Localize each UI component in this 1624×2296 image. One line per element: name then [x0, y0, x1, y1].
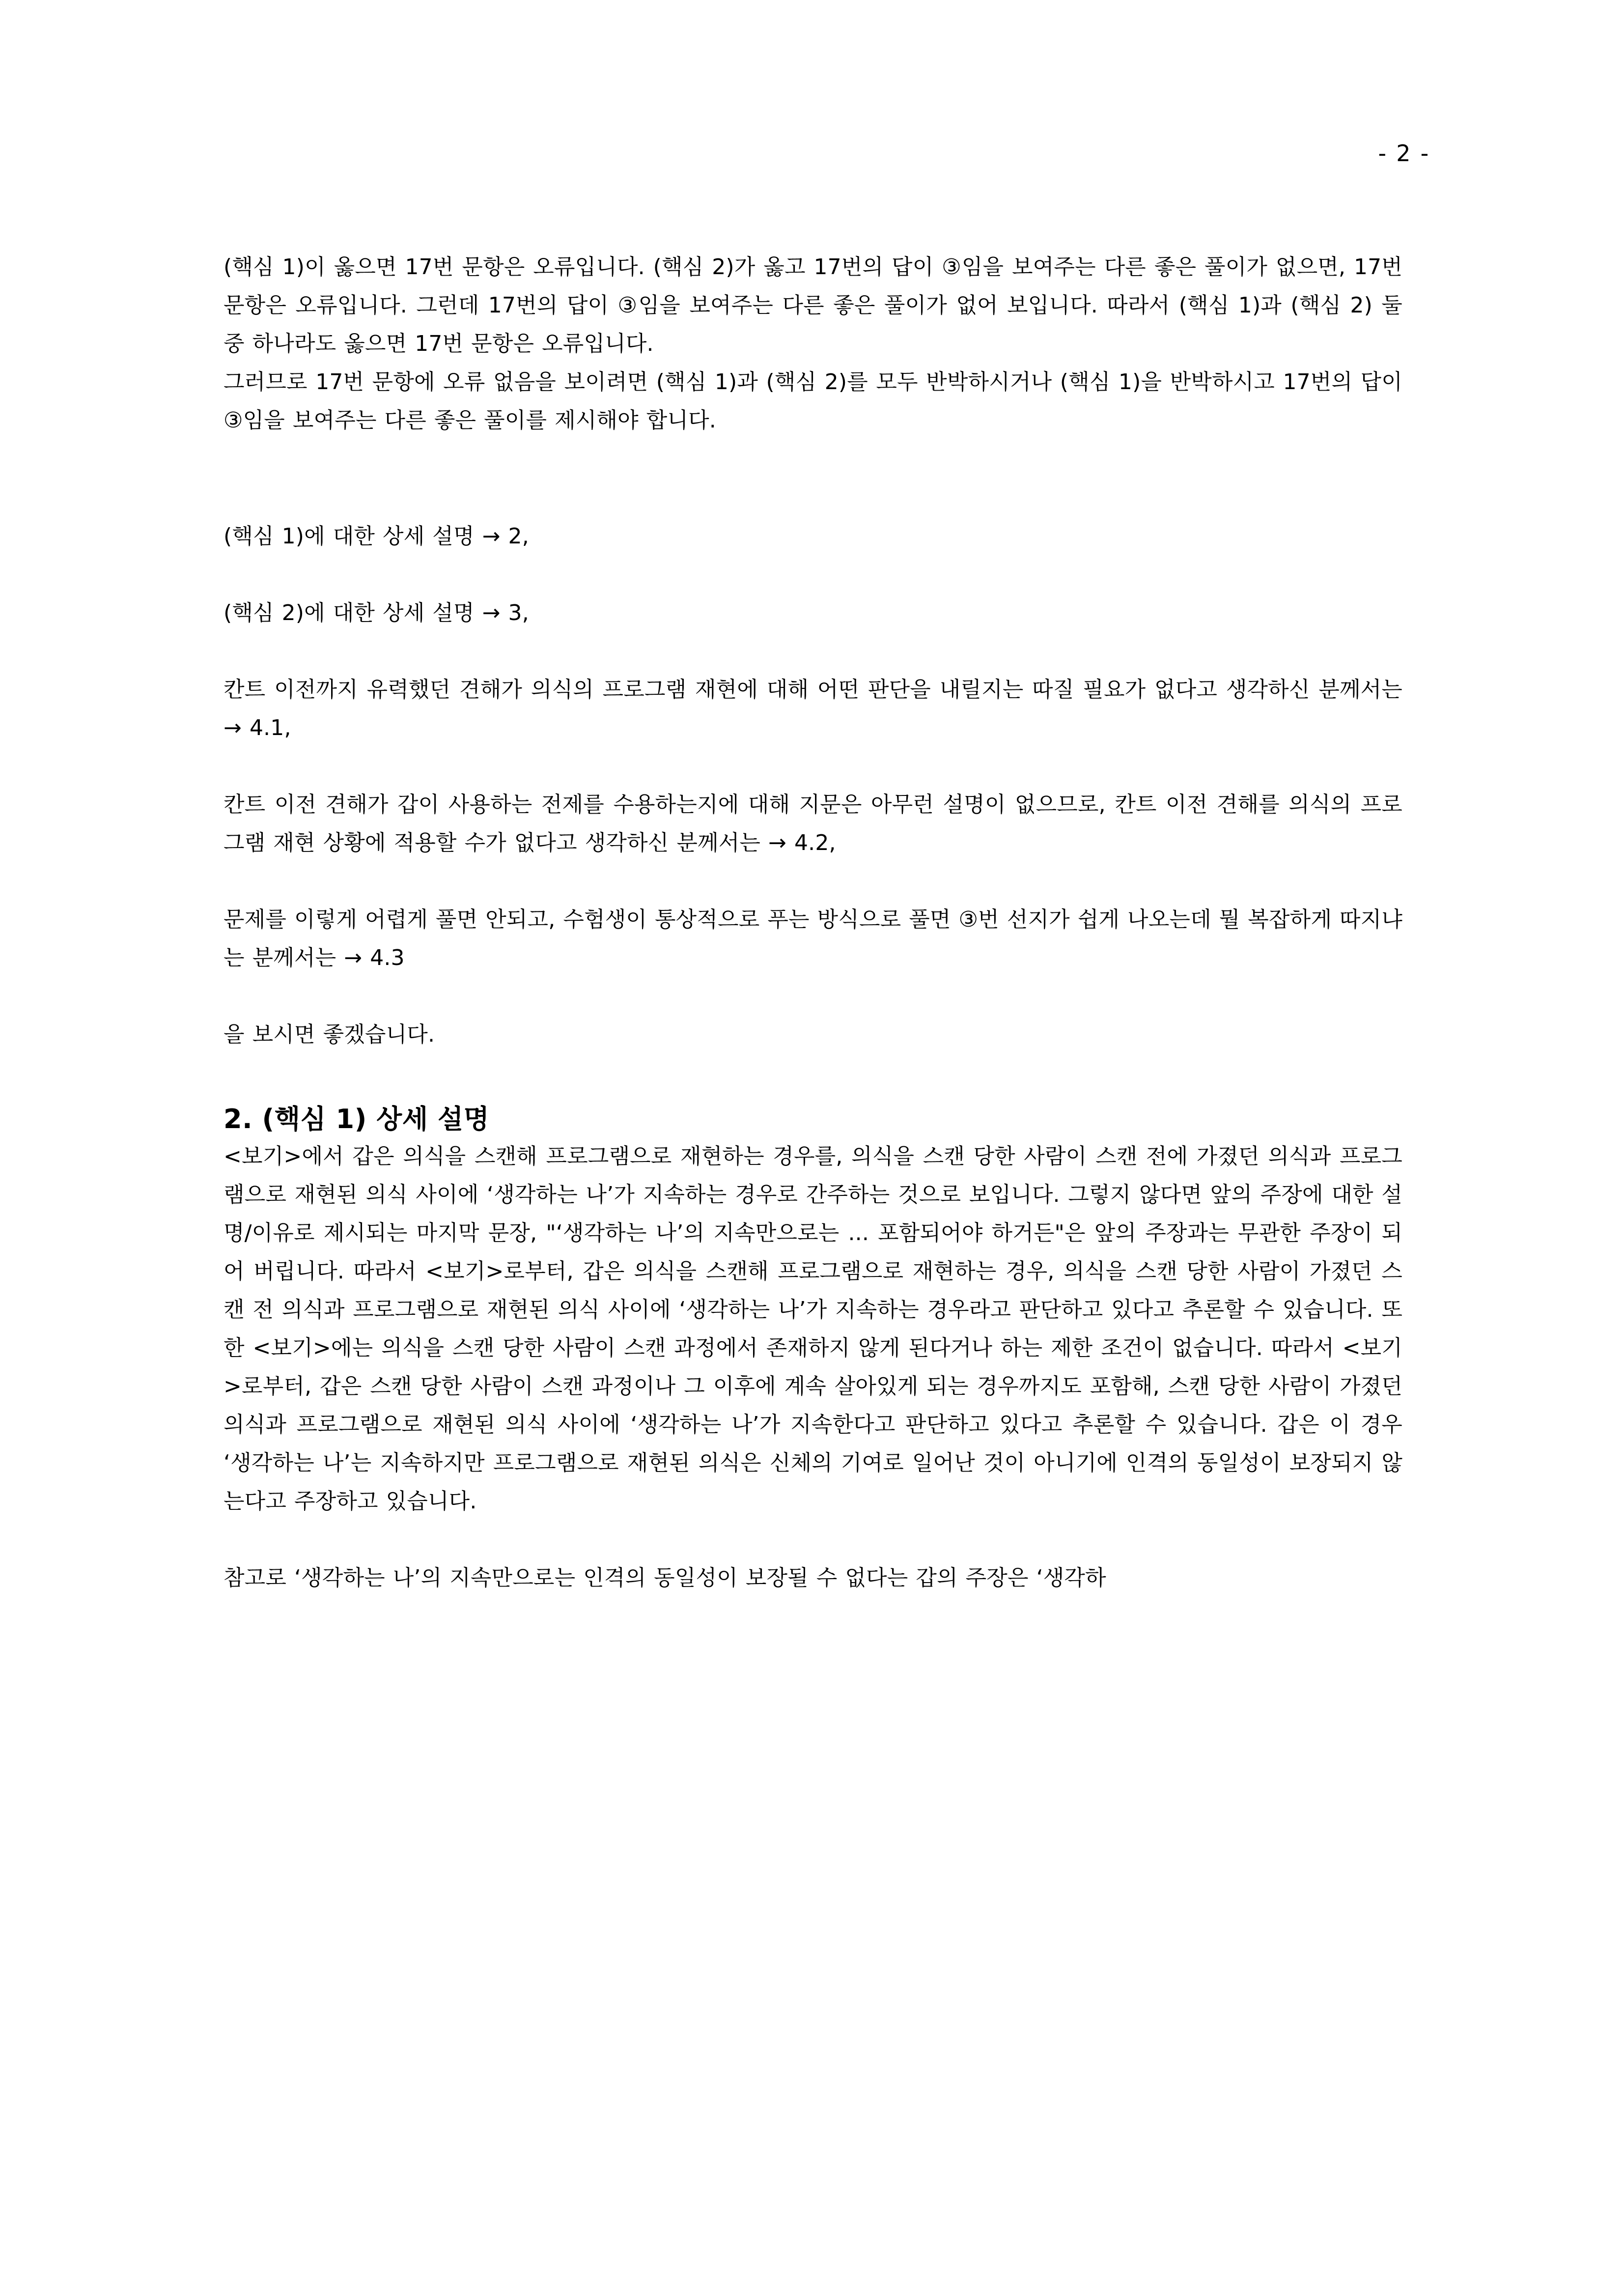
- spacer: [224, 977, 1402, 1016]
- reference-core-1-detail: (핵심 1)에 대한 상세 설명 → 2,: [224, 524, 529, 549]
- reference-section-4-3: 문제를 이렇게 어렵게 풀면 안되고, 수험생이 통상적으로 푸는 방식으로 풀면 ③번 선지가 쉽게 나오는데 뭘 복잡하게 따지냐는 분께서는 → 4.3: [224, 907, 1402, 970]
- page-content: [224, 248, 1402, 1597]
- section-2-heading: 2. (핵심 1) 상세 설명: [224, 1104, 490, 1134]
- spacer: [224, 1521, 1402, 1559]
- section-2-body-paragraph: <보기>에서 갑은 의식을 스캔해 프로그램으로 재현하는 경우를, 의식을 스캔 당한 사람이 스캔 전에 가졌던 의식과 프로그램으로 재현된 의식 사이에 ‘생각하는 나’가 지속하는 경우로 간주하는 것으로 보입니다. 그렇지 않다면 앞의 주장에 대한 설명/이유로 제시되는 마지막 문장, "‘생각하는 나’의 지속만으로는 ... 포함되어야 하거든"은 앞의 주장과는 무관한 주장이 되어 버립니다. 따라서 <보기>로부터, 갑은 의식을 스캔해 프로그램으로 재현하는 경우, 의식을 스캔 당한 사람이 가졌던 스캔 전 의식과 프로그램으로 재현된 의식 사이에 ‘생각하는 나’가 지속하는 경우라고 판단하고 있다고 추론할 수 있습니다. 또한 <보기>에는 의식을 스캔 당한 사람이 스캔 과정에서 존재하지 않게 된다거나 하는 제한 조건이 없습니다. 따라서 <보기>로부터, 갑은 스캔 당한 사람이 스캔 과정이나 그 이후에 계속 살아있게 되는 경우까지도 포함해, 스캔 당한 사람이 가졌던 의식과 프로그램으로 재현된 의식 사이에 ‘생각하는 나’가 지속한다고 판단하고 있다고 추론할 수 있습니다. 갑은 이 경우 ‘생각하는 나’는 지속하지만 프로그램으로 재현된 의식은 신체의 기여로 일어난 것이 아니기에 인격의 동일성이 보장되지 않는다고 주장하고 있습니다.: [224, 1144, 1402, 1514]
- reference-section-4-1: 칸트 이전까지 유력했던 견해가 의식의 프로그램 재현에 대해 어떤 판단을 내릴지는 따질 필요가 없다고 생각하신 분께서는 → 4.1,: [224, 677, 1402, 740]
- section-2-note-paragraph: 참고로 ‘생각하는 나’의 지속만으로는 인격의 동일성이 보장될 수 없다는 갑의 주장은 ‘생각하: [224, 1565, 1106, 1590]
- closing-line: 을 보시면 좋겠습니다.: [224, 1022, 435, 1047]
- spacer: [224, 440, 1402, 517]
- spacer: [224, 632, 1402, 671]
- page-number: - 2 -: [1378, 140, 1430, 167]
- spacer: [224, 747, 1402, 786]
- reference-section-4-2: 칸트 이전 견해가 갑이 사용하는 전제를 수용하는지에 대해 지문은 아무런 설명이 없으므로, 칸트 이전 견해를 의식의 프로그램 재현 상황에 적용할 수가 없다고 생각하신 분께서는 → 4.2,: [224, 792, 1402, 855]
- spacer: [224, 1054, 1402, 1101]
- paragraph-how-to-show-no-error: 그러므로 17번 문항에 오류 없음을 보이려면 (핵심 1)과 (핵심 2)를 모두 반박하시거나 (핵심 1)을 반박하시고 17번의 답이 ③임을 보여주는 다른 좋은 풀이를 제시해야 합니다.: [224, 369, 1402, 433]
- paragraph-core-claims-intro: (핵심 1)이 옳으면 17번 문항은 오류입니다. (핵심 2)가 옳고 17번의 답이 ③임을 보여주는 다른 좋은 풀이가 없으면, 17번 문항은 오류입니다. 그런데 17번의 답이 ③임을 보여주는 다른 좋은 풀이가 없어 보입니다. 따라서 (핵심 1)과 (핵심 2) 둘 중 하나라도 옳으면 17번 문항은 오류입니다.: [224, 255, 1402, 356]
- spacer: [224, 556, 1402, 594]
- spacer: [224, 862, 1402, 901]
- reference-core-2-detail: (핵심 2)에 대한 상세 설명 → 3,: [224, 600, 529, 625]
